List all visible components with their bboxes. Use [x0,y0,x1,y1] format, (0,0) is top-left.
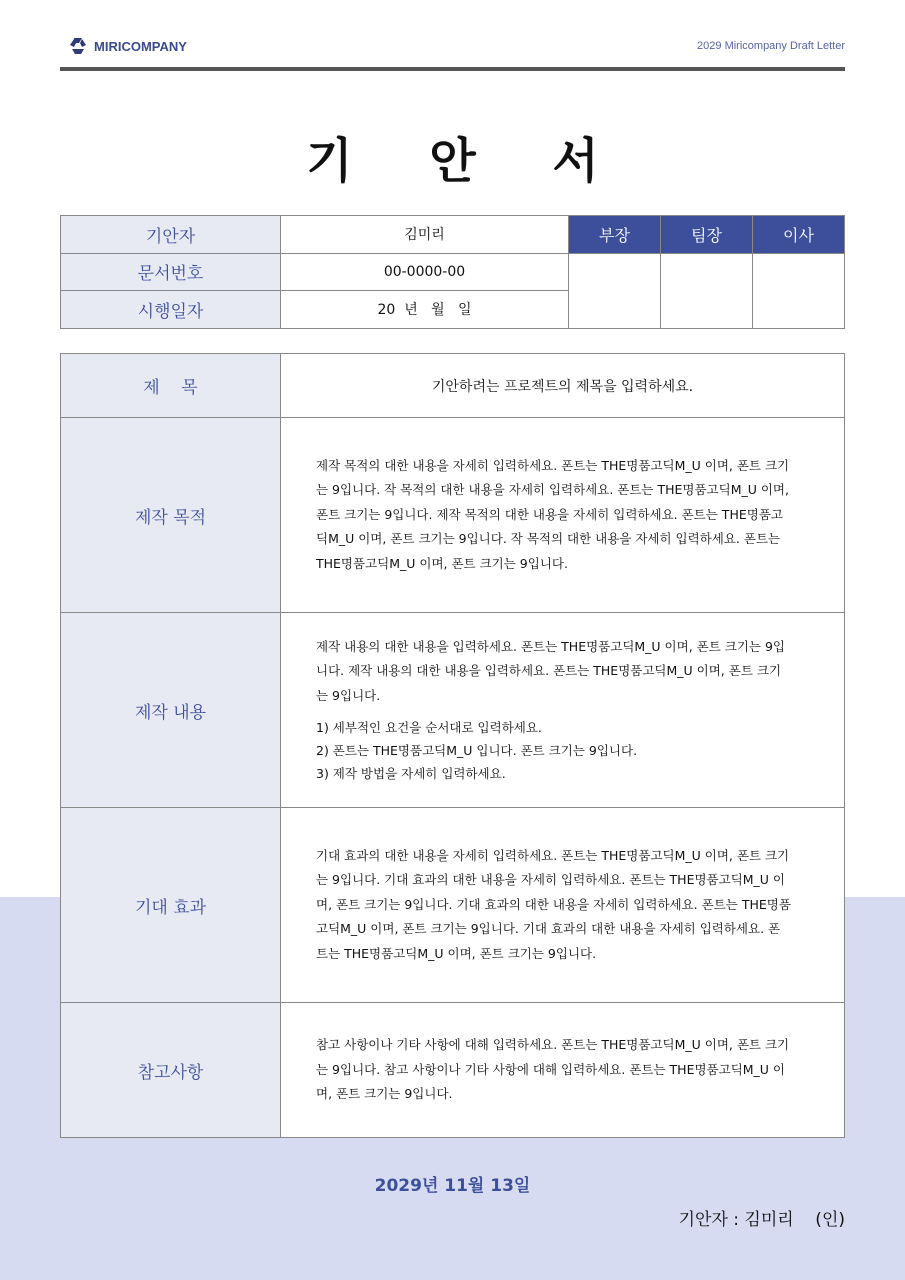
approver-head-1: 부장 [569,216,661,254]
approver-head-2: 팀장 [661,216,753,254]
content-item: 2) 폰트는 THE명품고딕M_U 입니다. 폰트 크기는 9입니다. [316,743,638,759]
drafter-label: 기안자 [61,216,281,254]
signature: 기안자 : 김미리 (인) [678,1210,845,1230]
date-label: 시행일자 [61,291,281,329]
approver-sign-3[interactable] [753,253,845,328]
notes-label: 참고사항 [61,1003,281,1138]
content-body[interactable] [281,613,845,808]
header-divider [60,67,845,71]
content-text: 제작 내용의 대한 내용을 입력하세요. 폰트는 THE명품고딕M_U 이며, 폰트 크기는 9입니다. 제작 내용의 대한 내용을 입력하세요. 폰트는 THE명품고딕M_U 이며, 폰트 크기는 9입니다. [316,638,786,703]
approver-head-3: 이사 [753,216,845,254]
approver-sign-2[interactable] [661,253,753,328]
subject-label: 제 목 [61,354,281,418]
footer-date: 2029년 11월 13일 [374,1176,531,1196]
content-item: 1) 세부적인 요건을 순서대로 입력하세요. [316,720,542,736]
docno-label: 문서번호 [61,253,281,291]
header-caption: 2029 Miricompany Draft Letter [697,40,845,52]
effect-text[interactable]: 기대 효과의 대한 내용을 자세히 입력하세요. 폰트는 THE명품고딕M_U 이며, 폰트 크기는 9입니다. 기대 효과의 대한 내용을 자세히 입력하세요. 폰트는 THE명품고딕M_U 이며, 폰트 크기는 9입니다. 기대 효과의 대한 내용을 자세히 입력하세요. 폰트는 THE명품고딕M_U 이며, 폰트 크기는 9입니다. 기대 효과의 대한 내용을 자세히 입력하세요. 폰트는 THE명품고딕M_U 이며, 폰트 크기는 9입니다. [281,808,845,1003]
docno-value[interactable]: 00-0000-00 [281,253,569,291]
document-title: 기 안 서 [306,133,629,189]
purpose-text[interactable]: 제작 목적의 대한 내용을 자세히 입력하세요. 폰트는 THE명품고딕M_U 이며, 폰트 크기는 9입니다. 작 목적의 대한 내용을 자세히 입력하세요. 폰트는 THE명품고딕M_U 이며, 폰트 크기는 9입니다. 제작 목적의 대한 내용을 자세히 입력하세요. 폰트는 THE명품고딕M_U 이며, 폰트 크기는 9입니다. 작 목적의 대한 내용을 자세히 입력하세요. 폰트는 THE명품고딕M_U 이며, 폰트 크기는 9입니다. [281,418,845,613]
logo-icon [68,37,88,55]
content-table [60,353,845,1138]
content-item: 3) 제작 방법을 자세히 입력하세요. [316,766,506,782]
info-table [60,215,845,329]
approver-sign-1[interactable] [569,253,661,328]
company-logo [68,37,187,55]
logo-text: MIRICOMPANY [94,38,187,54]
content-label: 제작 내용 [61,613,281,808]
subject-value[interactable]: 기안하려는 프로젝트의 제목을 입력하세요. [281,354,845,418]
purpose-label: 제작 목적 [61,418,281,613]
drafter-value[interactable]: 김미리 [281,216,569,254]
effect-label: 기대 효과 [61,808,281,1003]
date-value[interactable]: 20 년 월 일 [281,291,569,329]
notes-text[interactable]: 참고 사항이나 기타 사항에 대해 입력하세요. 폰트는 THE명품고딕M_U 이며, 폰트 크기는 9입니다. 참고 사항이나 기타 사항에 대해 입력하세요. 폰트는 THE명품고딕M_U 이며, 폰트 크기는 9입니다. [281,1003,845,1138]
